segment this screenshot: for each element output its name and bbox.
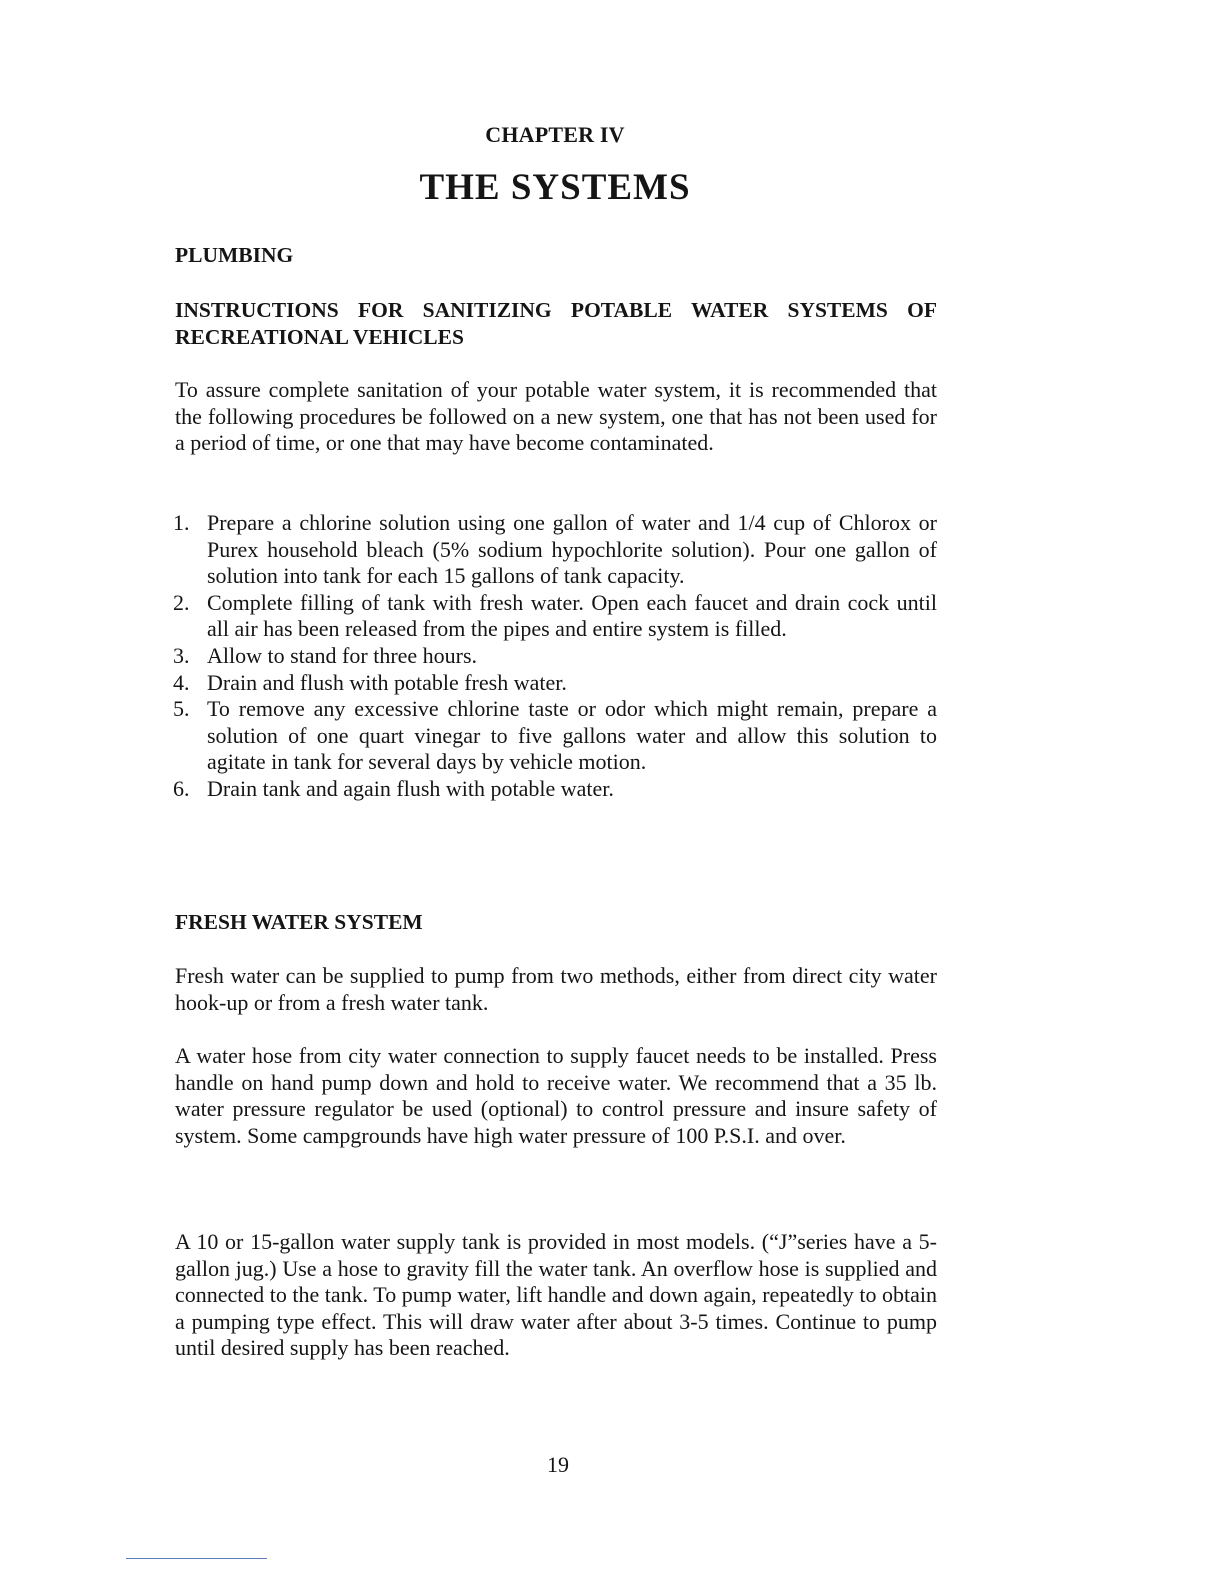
list-item [175, 670, 937, 697]
step-number: 1. [173, 510, 190, 535]
sanitizing-steps-list [175, 510, 937, 803]
step-text: Prepare a chlorine solution using one gallon of water and 1/4 cup of Chlorox or Purex household bleach (5% sodium hypochlorite solution). Pour one gallon of solution into tank for each 15 gallons of tank capacity. [207, 510, 937, 589]
chapter-title: THE SYSTEMS [419, 167, 691, 208]
fresh-water-paragraph-3: A 10 or 15-gallon water supply tank is provided in most models. (“J”series have a 5-gallon jug.) Use a hose to gravity fill the water tank. An overflow hose is supplied and connected to the tank. To pump water, lift handle and down again, repeatedly to obtain a pumping type effect. This will draw water after about 3-5 times. Continue to pump until desired supply has been reached. [175, 1229, 937, 1361]
section-heading-sanitizing: INSTRUCTIONS FOR SANITIZING POTABLE WATER SYSTEMS OF RECREATIONAL VEHICLES [175, 298, 937, 349]
step-text: Drain and flush with potable fresh water. [207, 669, 567, 695]
sanitizing-intro-paragraph: To assure complete sanitation of your potable water system, it is recommended that the following procedures be followed on a new system, one that has not been used for a period of time, or one that may have become contaminated. [175, 377, 937, 456]
footer-divider [126, 1558, 267, 1559]
list-item [175, 776, 937, 803]
list-item [175, 696, 937, 776]
page-number: 19 [547, 1452, 569, 1477]
step-number: 2. [173, 589, 190, 615]
chapter-label: CHAPTER IV [485, 122, 625, 147]
step-text: To remove any excessive chlorine taste or odor which might remain, prepare a solution of one quart vinegar to five gallons water and allow this solution to agitate in tank for several days by vehicle motion. [207, 696, 937, 775]
fresh-water-paragraph-1: Fresh water can be supplied to pump from two methods, either from direct city water hook-up or from a fresh water tank. [175, 963, 937, 1015]
list-item [175, 590, 937, 643]
fresh-water-paragraph-2: A water hose from city water connection to supply faucet needs to be installed. Press handle on hand pump down and hold to receive water. We recommend that a 35 lb. water pressure regulator be used (optional) to control pressure and insure safety of system. Some campgrounds have high water pressure of 100 P.S.I. and over. [175, 1043, 937, 1148]
section-heading-fresh-water: FRESH WATER SYSTEM [175, 910, 423, 934]
step-text: Allow to stand for three hours. [207, 642, 478, 668]
step-number: 4. [173, 669, 190, 695]
step-number: 6. [173, 775, 190, 801]
list-item [175, 510, 937, 590]
step-number: 3. [173, 642, 190, 668]
section-heading-plumbing: PLUMBING [175, 243, 294, 267]
step-text: Drain tank and again flush with potable water. [207, 775, 614, 801]
step-number: 5. [173, 696, 190, 722]
list-item [175, 643, 937, 670]
step-text: Complete filling of tank with fresh water. Open each faucet and drain cock until all air has been released from the pipes and entire system is filled. [207, 589, 937, 642]
